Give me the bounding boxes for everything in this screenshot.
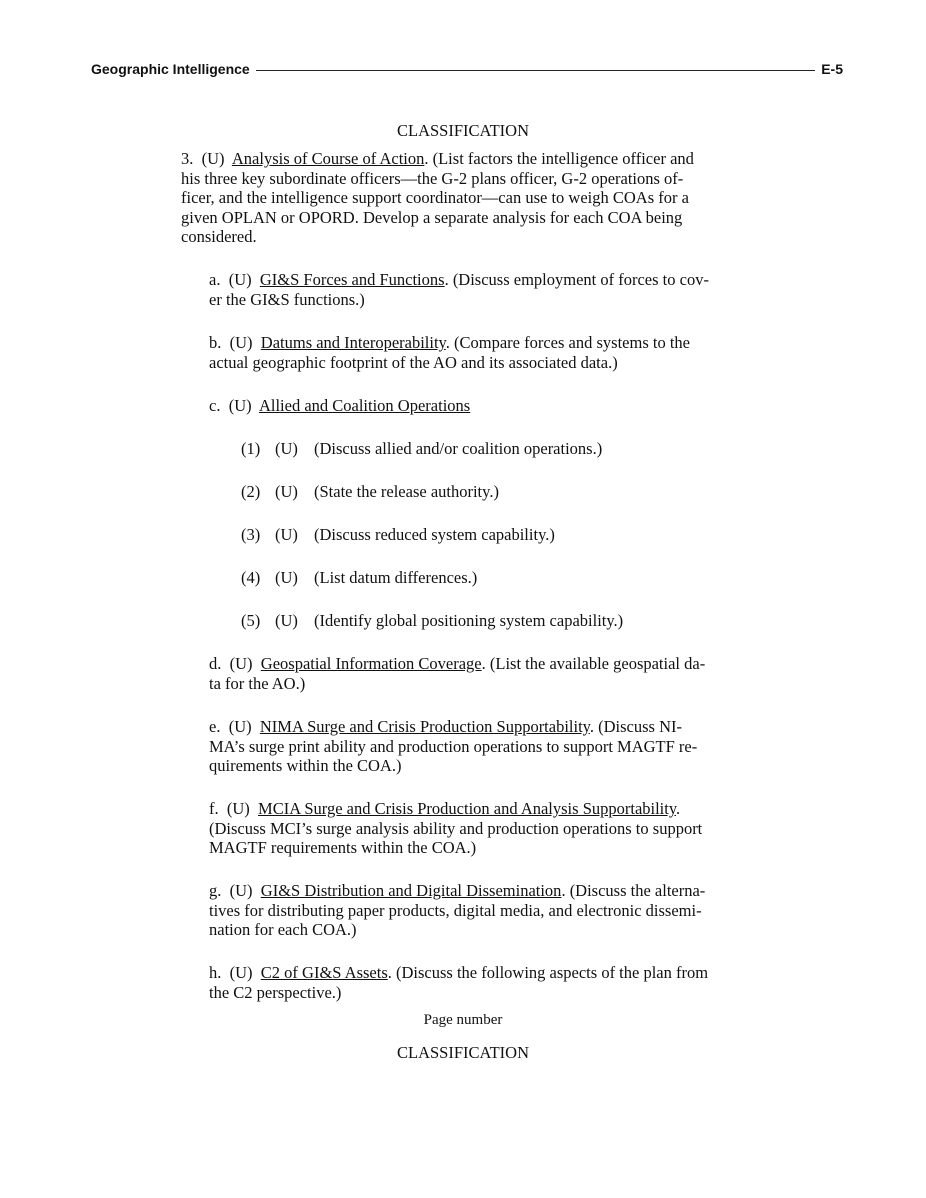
item-b-line2: actual geographic footprint of the AO and its associated data.)	[209, 352, 618, 372]
item-d-rest: . (List the available geospatial da-	[481, 654, 706, 673]
subitem-num: (5)	[241, 611, 261, 630]
subitem-text: (Discuss allied and/or coalition operations.)	[314, 439, 603, 458]
subitem-1	[241, 439, 602, 459]
item-h-prefix: h. (U)	[209, 963, 261, 982]
section-3-prefix: 3. (U)	[181, 149, 232, 168]
subitem-u: (U)	[275, 568, 298, 587]
item-e-line2: MA’s surge print ability and production operations to support MAGTF re-	[209, 736, 698, 756]
subitem-num: (3)	[241, 525, 261, 544]
subitem-3	[241, 525, 555, 545]
item-f-rest: .	[676, 799, 681, 818]
section-3-rest: . (List factors the intelligence officer and	[424, 149, 694, 168]
section-3-title: Analysis of Course of Action	[231, 149, 425, 168]
subitem-text: (List datum differences.)	[314, 568, 478, 587]
section-3-line: ficer, and the intelligence support coordinator—can use to weigh COAs for a	[181, 188, 689, 207]
item-b-prefix: b. (U)	[209, 333, 261, 352]
subitem-2	[241, 482, 499, 502]
item-h-line2: the C2 perspective.)	[209, 982, 342, 1002]
subitem-text: (Discuss reduced system capability.)	[314, 525, 555, 544]
header-title: Geographic Intelligence	[91, 61, 250, 77]
classification-top: CLASSIFICATION	[396, 121, 530, 140]
subitem-text: (State the release authority.)	[314, 482, 499, 501]
item-d-line2: ta for the AO.)	[209, 673, 306, 693]
subitem-num: (2)	[241, 482, 261, 501]
item-e-title: NIMA Surge and Crisis Production Supportability	[259, 717, 590, 736]
page-number: Page number	[423, 1012, 503, 1028]
item-f	[209, 799, 789, 858]
item-a-title: GI&S Forces and Functions	[259, 270, 445, 289]
section-3-line: considered.	[181, 227, 257, 246]
item-h-rest: . (Discuss the following aspects of the plan from	[387, 963, 709, 982]
item-a-line2: er the GI&S functions.)	[209, 289, 365, 309]
item-c-title: Allied and Coalition Operations	[258, 396, 471, 415]
item-d-title: Geospatial Information Coverage	[260, 654, 482, 673]
running-header	[91, 60, 843, 78]
item-g-prefix: g. (U)	[209, 881, 261, 900]
item-a-rest: . (Discuss employment of forces to cov-	[444, 270, 709, 289]
subitem-text: (Identify global positioning system capability.)	[314, 611, 624, 630]
item-c-prefix: c. (U)	[209, 396, 259, 415]
item-b-title: Datums and Interoperability	[260, 333, 446, 352]
item-c	[209, 396, 789, 416]
item-g-rest: . (Discuss the alterna-	[561, 881, 706, 900]
item-g	[209, 881, 789, 940]
subitem-u: (U)	[275, 611, 298, 630]
item-b	[209, 333, 789, 372]
subitem-num: (4)	[241, 568, 261, 587]
item-h	[209, 963, 789, 1002]
item-d-prefix: d. (U)	[209, 654, 261, 673]
item-a-prefix: a. (U)	[209, 270, 260, 289]
classification-bottom: CLASSIFICATION	[396, 1043, 530, 1062]
item-f-line2: (Discuss MCI’s surge analysis ability and production operations to support	[209, 818, 703, 838]
item-e	[209, 717, 789, 776]
section-3	[181, 149, 781, 247]
item-e-line3: quirements within the COA.)	[209, 756, 402, 775]
header-rule	[256, 70, 816, 71]
item-e-prefix: e. (U)	[209, 717, 260, 736]
subitem-5	[241, 611, 623, 631]
item-g-line2: tives for distributing paper products, digital media, and electronic dissemi-	[209, 900, 702, 920]
subitem-u: (U)	[275, 439, 298, 458]
subitem-u: (U)	[275, 525, 298, 544]
item-e-rest: . (Discuss NI-	[589, 717, 682, 736]
item-d	[209, 654, 789, 693]
item-h-title: C2 of GI&S Assets	[260, 963, 388, 982]
header-page-ref: E-5	[821, 61, 843, 77]
section-3-line: his three key subordinate officers—the G-2 plans officer, G-2 operations of-	[181, 168, 684, 188]
item-b-rest: . (Compare forces and systems to the	[445, 333, 690, 352]
item-g-line3: nation for each COA.)	[209, 920, 357, 939]
subitem-u: (U)	[275, 482, 298, 501]
item-a	[209, 270, 789, 309]
subitem-4	[241, 568, 477, 588]
item-f-prefix: f. (U)	[209, 799, 259, 818]
item-f-line3: MAGTF requirements within the COA.)	[209, 838, 477, 857]
subitem-num: (1)	[241, 439, 261, 458]
section-3-line: given OPLAN or OPORD. Develop a separate analysis for each COA being	[181, 207, 683, 227]
item-g-title: GI&S Distribution and Digital Dissemination	[260, 881, 562, 900]
item-f-title: MCIA Surge and Crisis Production and Analysis Supportability	[258, 799, 677, 818]
